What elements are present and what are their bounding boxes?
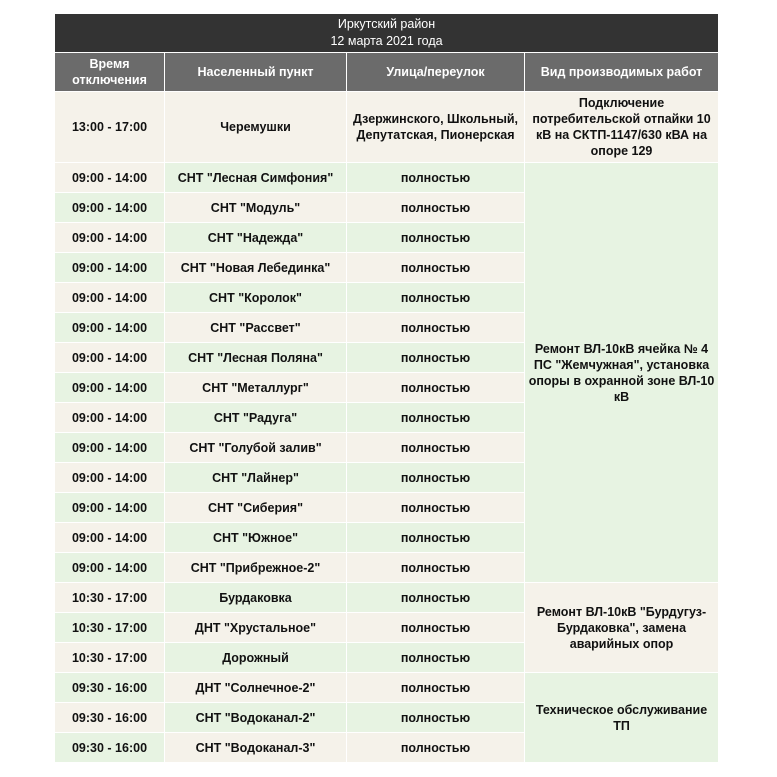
- place-cell: СНТ "Надежда": [165, 223, 347, 253]
- place-cell: Черемушки: [165, 92, 347, 163]
- table-row: [55, 92, 719, 163]
- street-cell: полностью: [347, 253, 525, 283]
- table-row: [55, 163, 719, 193]
- time-cell: 09:30 - 16:00: [55, 673, 165, 703]
- place-cell: СНТ "Лесная Поляна": [165, 343, 347, 373]
- work-type-cell: Ремонт ВЛ-10кВ ячейка № 4 ПС "Жемчужная", установка опоры в охранной зоне ВЛ-10 кВ: [525, 163, 719, 583]
- street-cell: полностью: [347, 553, 525, 583]
- table-row: [55, 673, 719, 703]
- work-type-cell: Техническое обслуживание ТП: [525, 673, 719, 763]
- street-cell: полностью: [347, 163, 525, 193]
- time-cell: 09:00 - 14:00: [55, 313, 165, 343]
- place-cell: Дорожный: [165, 643, 347, 673]
- street-cell: полностью: [347, 493, 525, 523]
- street-cell: полностью: [347, 313, 525, 343]
- street-cell: полностью: [347, 703, 525, 733]
- time-cell: 09:00 - 14:00: [55, 553, 165, 583]
- street-cell: полностью: [347, 613, 525, 643]
- header-street: Улица/переулок: [347, 53, 525, 92]
- place-cell: СНТ "Металлург": [165, 373, 347, 403]
- place-cell: ДНТ "Солнечное-2": [165, 673, 347, 703]
- place-cell: СНТ "Новая Лебединка": [165, 253, 347, 283]
- header-place: Населенный пункт: [165, 53, 347, 92]
- time-cell: 09:00 - 14:00: [55, 403, 165, 433]
- time-cell: 09:00 - 14:00: [55, 463, 165, 493]
- place-cell: Бурдаковка: [165, 583, 347, 613]
- street-cell: полностью: [347, 373, 525, 403]
- header-work: Вид производимых работ: [525, 53, 719, 92]
- header-row: [55, 53, 719, 92]
- street-cell: Дзержинского, Школьный, Депутатская, Пионерская: [347, 92, 525, 163]
- place-cell: СНТ "Лайнер": [165, 463, 347, 493]
- table-title-row: [55, 14, 719, 53]
- time-cell: 10:30 - 17:00: [55, 613, 165, 643]
- time-cell: 09:00 - 14:00: [55, 223, 165, 253]
- time-cell: 09:00 - 14:00: [55, 433, 165, 463]
- time-cell: 09:00 - 14:00: [55, 253, 165, 283]
- header-time: Время отключения: [55, 53, 165, 92]
- table-body: [55, 92, 719, 763]
- time-cell: 09:00 - 14:00: [55, 493, 165, 523]
- time-cell: 09:00 - 14:00: [55, 343, 165, 373]
- time-cell: 09:30 - 16:00: [55, 733, 165, 763]
- street-cell: полностью: [347, 643, 525, 673]
- date-title: 12 марта 2021 года: [330, 34, 443, 48]
- street-cell: полностью: [347, 463, 525, 493]
- street-cell: полностью: [347, 343, 525, 373]
- street-cell: полностью: [347, 283, 525, 313]
- place-cell: СНТ "Водоканал-2": [165, 703, 347, 733]
- place-cell: СНТ "Прибрежное-2": [165, 553, 347, 583]
- district-title: Иркутский район: [337, 17, 436, 31]
- time-cell: 09:30 - 16:00: [55, 703, 165, 733]
- time-cell: 09:00 - 14:00: [55, 163, 165, 193]
- place-cell: СНТ "Голубой залив": [165, 433, 347, 463]
- place-cell: СНТ "Сиберия": [165, 493, 347, 523]
- place-cell: СНТ "Модуль": [165, 193, 347, 223]
- place-cell: СНТ "Лесная Симфония": [165, 163, 347, 193]
- place-cell: СНТ "Южное": [165, 523, 347, 553]
- time-cell: 09:00 - 14:00: [55, 283, 165, 313]
- street-cell: полностью: [347, 523, 525, 553]
- time-cell: 09:00 - 14:00: [55, 523, 165, 553]
- street-cell: полностью: [347, 433, 525, 463]
- place-cell: СНТ "Радуга": [165, 403, 347, 433]
- time-cell: 10:30 - 17:00: [55, 583, 165, 613]
- table-row: [55, 583, 719, 613]
- outage-schedule-table: [54, 13, 719, 763]
- street-cell: полностью: [347, 193, 525, 223]
- work-type-cell: Ремонт ВЛ-10кВ "Бурдугуз-Бурдаковка", замена аварийных опор: [525, 583, 719, 673]
- street-cell: полностью: [347, 673, 525, 703]
- work-type-cell: Подключение потребительской отпайки 10 кВ на СКТП-1147/630 кВА на опоре 129: [525, 92, 719, 163]
- street-cell: полностью: [347, 223, 525, 253]
- table-title: [55, 14, 719, 53]
- street-cell: полностью: [347, 583, 525, 613]
- place-cell: СНТ "Королок": [165, 283, 347, 313]
- time-cell: 10:30 - 17:00: [55, 643, 165, 673]
- place-cell: ДНТ "Хрустальное": [165, 613, 347, 643]
- time-cell: 09:00 - 14:00: [55, 193, 165, 223]
- street-cell: полностью: [347, 733, 525, 763]
- time-cell: 13:00 - 17:00: [55, 92, 165, 163]
- time-cell: 09:00 - 14:00: [55, 373, 165, 403]
- street-cell: полностью: [347, 403, 525, 433]
- place-cell: СНТ "Рассвет": [165, 313, 347, 343]
- place-cell: СНТ "Водоканал-3": [165, 733, 347, 763]
